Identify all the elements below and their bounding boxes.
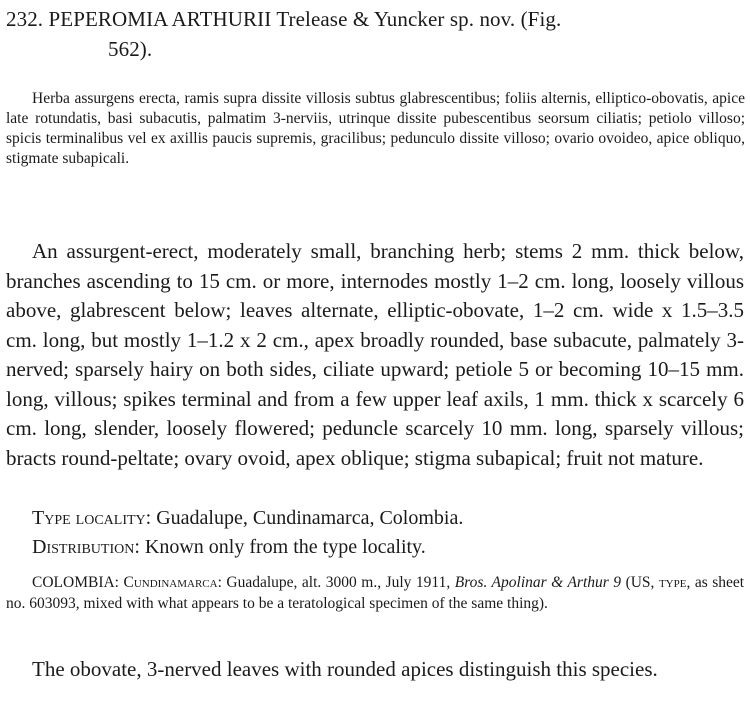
latin-diagnosis: Herba assurgens erecta, ramis supra dissite villosis subtus glabrescentibus; foliis alternis, elliptico-obovatis, apice late rotundatis, basi subacutis, palmatim 3-nerviis, utrinque dissite pubescentibus seorsum ciliatis; petiolo villoso; spicis terminalibus vel ex axillis paucis supremis, gracilibus; pedunculo dissite villoso; ovario ovoideo, apice obliquo, stigmate subapicali. <box>6 90 745 167</box>
species-heading <box>6 4 746 64</box>
type-locality-label: Type locality: <box>32 507 152 529</box>
species-description: An assurgent-erect, moderately small, branching herb; stems 2 mm. thick below, branches ascending to 15 cm. or more, internodes mostly 1–2 cm. long, loosely villous above, glabrescent below; leaves alternate, elliptic-obovate, 1–2 cm. wide x 1.5–3.5 cm. long, but mostly 1–1.2 x 2 cm., apex broadly rounded, base subacute, palmately 3-nerved; sparsely hairy on both sides, ciliate upward; petiole 5 or becoming 10–15 mm. long, villous; spikes terminal and from a few upper leaf axils, 1 mm. thick x scarcely 6 cm. long, slender, loosely flowered; peduncle scarcely 10 mm. long, sparsely villous; bracts round-peltate; ovary ovoid, apex oblique; stigma subapical; fruit not mature. <box>6 239 744 470</box>
closing-note: The obovate, 3-nerved leaves with rounded apices distinguish this species. <box>32 657 658 681</box>
specimen-type-word: type, <box>658 574 691 591</box>
distribution-label: Distribution: <box>32 536 140 558</box>
specimen-herbarium: (US, <box>625 574 655 591</box>
species-authority: Trelease & Yuncker sp. nov. (Fig. <box>276 7 562 31</box>
specimen-details: Guadalupe, alt. 3000 m., July 1911, <box>226 574 451 591</box>
specimen-rest: as sheet no. 603093, mixed with what appears to be a teratological specimen of the same thing). <box>6 574 745 612</box>
specimen-citation <box>6 572 744 614</box>
species-name: PEPEROMIA ARTHURII <box>48 7 272 31</box>
type-locality-value: Guadalupe, Cundinamarca, Colombia. <box>156 507 464 529</box>
figure-reference: 562). <box>108 37 153 61</box>
distribution <box>32 533 426 561</box>
type-locality <box>32 504 463 532</box>
species-number: 232. <box>6 7 44 31</box>
distribution-value: Known only from the type locality. <box>144 536 426 558</box>
specimen-department: Cundinamarca: <box>123 574 222 591</box>
specimen-country: COLOMBIA: <box>32 574 119 591</box>
specimen-collectors: Bros. Apolinar & Arthur 9 <box>454 574 622 591</box>
